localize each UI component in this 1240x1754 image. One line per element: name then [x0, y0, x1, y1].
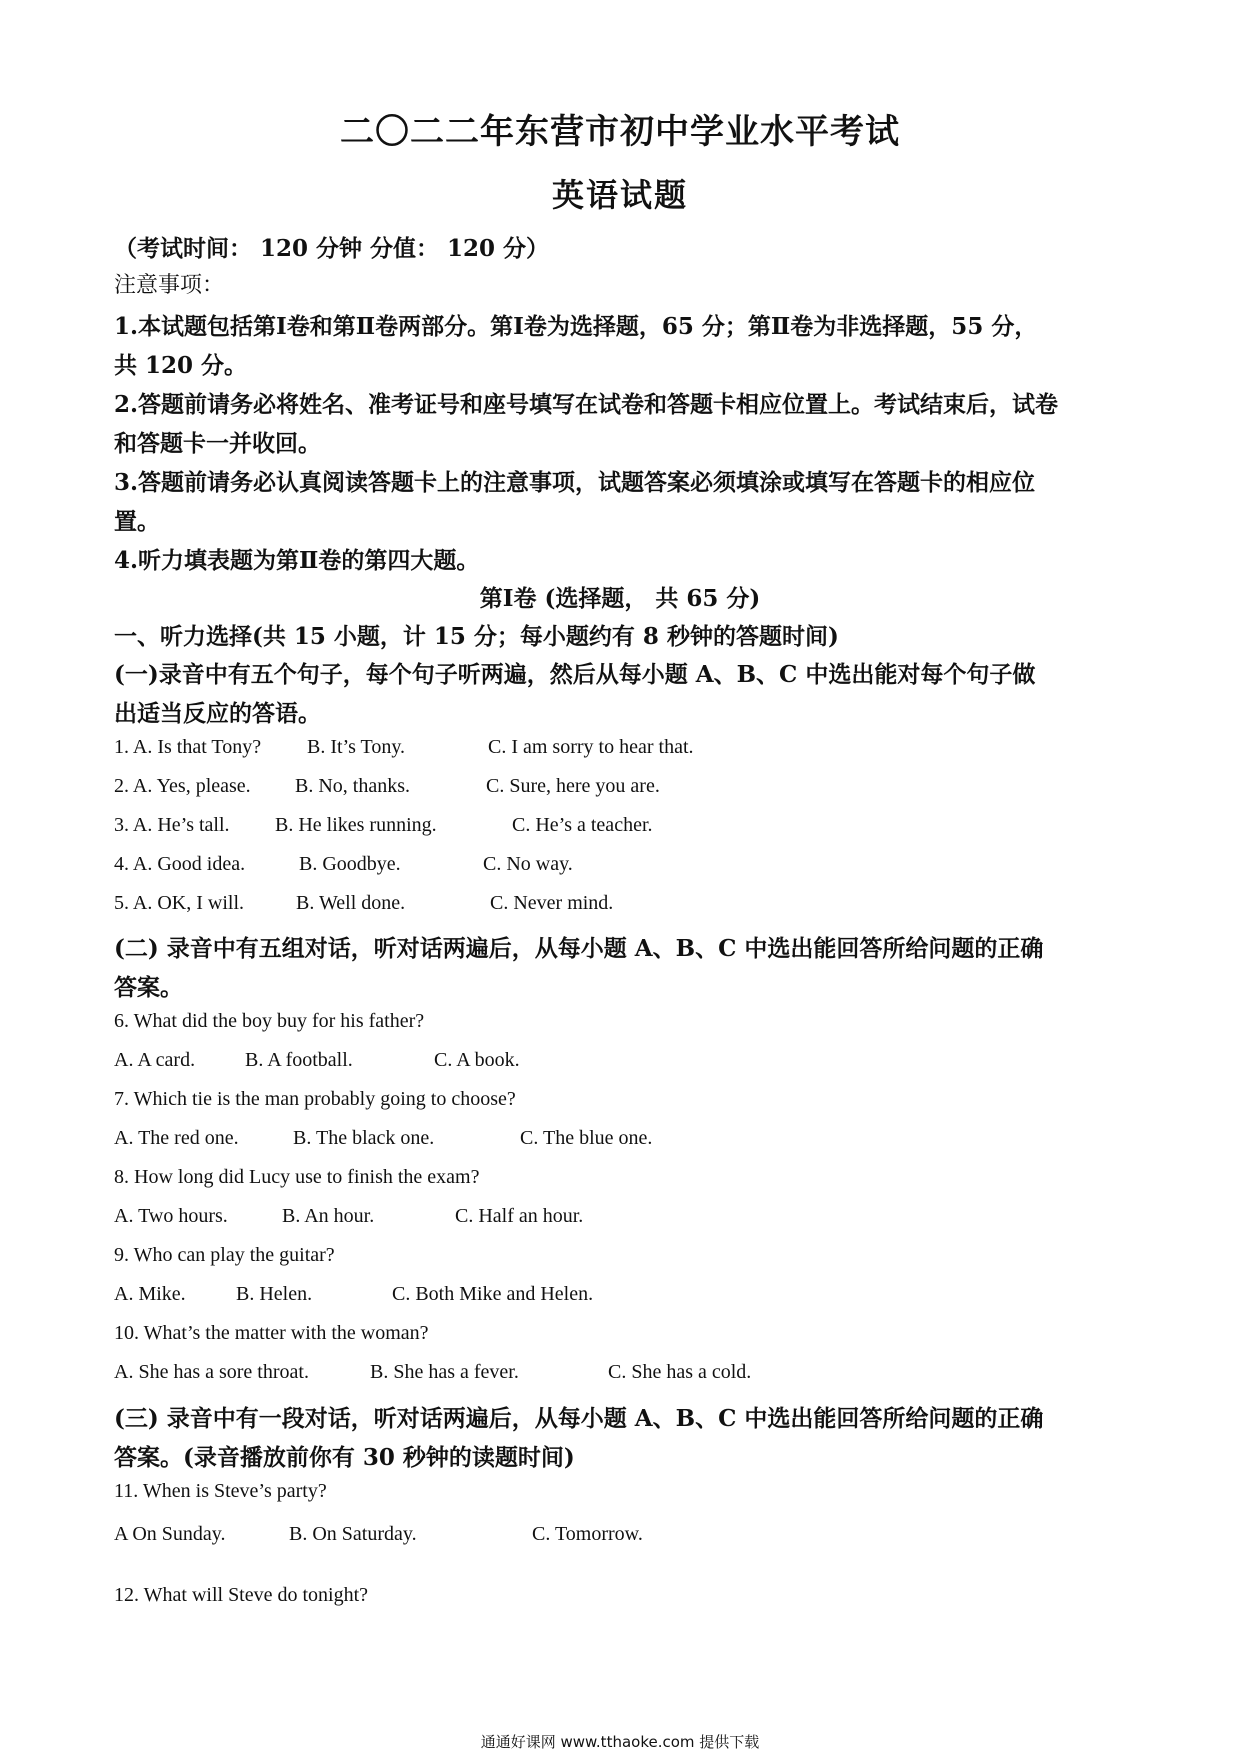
- q8-option-b: B. An hour.: [282, 1205, 375, 1227]
- q4-option-c: C. No way.: [483, 853, 573, 875]
- q8-option-a: A. Two hours.: [114, 1205, 228, 1227]
- q2-option-a: 2. A. Yes, please.: [114, 775, 251, 797]
- q2-option-b: B. No, thanks.: [295, 775, 410, 797]
- q7-option-c: C. The blue one.: [520, 1127, 653, 1149]
- q9-option-a: A. Mike.: [114, 1283, 186, 1305]
- note-1-line-2: 共 120 分。: [114, 352, 248, 379]
- q8-option-c: C. Half an hour.: [455, 1205, 584, 1227]
- note-4: 4.听力填表题为第Ⅱ卷的第四大题。: [114, 547, 480, 574]
- q11-option-c: C. Tomorrow.: [532, 1523, 643, 1545]
- exam-title: 二〇二二年东营市初中学业水平考试: [340, 112, 900, 152]
- q10-option-b: B. She has a fever.: [370, 1361, 519, 1383]
- notes-heading: 注意事项：: [114, 273, 225, 298]
- part1-heading: 第Ⅰ卷 (选择题， 共 65 分): [479, 585, 761, 612]
- q6-option-a: A. A card.: [114, 1049, 196, 1071]
- note-1-line-1: 1.本试题包括第Ⅰ卷和第Ⅱ卷两部分。第Ⅰ卷为选择题，65 分；第Ⅱ卷为非选择题，55 分，: [114, 313, 1038, 340]
- q3-option-c: C. He’s a teacher.: [512, 814, 653, 836]
- q1-option-b: B. It’s Tony.: [307, 736, 406, 758]
- question-9-text: 9. Who can play the guitar?: [114, 1244, 335, 1266]
- q7-option-a: A. The red one.: [114, 1127, 239, 1149]
- q7-option-b: B. The black one.: [293, 1127, 435, 1149]
- q3-option-a: 3. A. He’s tall.: [114, 814, 230, 836]
- q2-option-c: C. Sure, here you are.: [486, 775, 660, 797]
- q4-option-a: 4. A. Good idea.: [114, 853, 246, 875]
- q6-option-b: B. A football.: [245, 1049, 353, 1071]
- question-6-text: 6. What did the boy buy for his father?: [114, 1010, 425, 1032]
- sub1-instruction-line-2: 出适当反应的答语。: [114, 700, 321, 727]
- note-3-line-1: 3.答题前请务必认真阅读答题卡上的注意事项，试题答案必须填涂或填写在答题卡的相应位: [114, 469, 1036, 496]
- q11-option-b: B. On Saturday.: [289, 1523, 417, 1545]
- footer-watermark-text: 通通好课网 www.tthaoke.com 提供下载: [480, 1733, 760, 1751]
- q5-option-b: B. Well done.: [296, 892, 406, 914]
- sub2-instruction-line-1: (二) 录音中有五组对话，听对话两遍后，从每小题 A、B、C 中选出能回答所给问题的正确: [114, 935, 1044, 962]
- q1-option-a: 1. A. Is that Tony?: [114, 736, 262, 758]
- q10-option-a: A. She has a sore throat.: [114, 1361, 309, 1383]
- sub3-instruction-line-1: (三) 录音中有一段对话，听对话两遍后，从每小题 A、B、C 中选出能回答所给问题的正确: [114, 1405, 1044, 1432]
- sub2-instruction-line-2: 答案。: [114, 974, 183, 1001]
- q4-option-b: B. Goodbye.: [299, 853, 401, 875]
- q5-option-a: 5. A. OK, I will.: [114, 892, 244, 914]
- note-2-line-1: 2.答题前请务必将姓名、准考证号和座号填写在试卷和答题卡相应位置上。考试结束后，试卷: [114, 391, 1059, 418]
- note-2-line-2: 和答题卡一并收回。: [114, 430, 321, 457]
- q5-option-c: C. Never mind.: [490, 892, 614, 914]
- q9-option-c: C. Both Mike and Helen.: [392, 1283, 594, 1305]
- q11-option-a: A On Sunday.: [114, 1523, 226, 1545]
- q1-option-c: C. I am sorry to hear that.: [488, 736, 694, 758]
- sub3-instruction-line-2: 答案。(录音播放前你有 30 秒钟的读题时间): [114, 1444, 575, 1471]
- question-11-text: 11. When is Steve’s party?: [114, 1480, 327, 1502]
- q3-option-b: B. He likes running.: [275, 814, 437, 836]
- exam-subject: 英语试题: [551, 176, 688, 214]
- question-10-text: 10. What’s the matter with the woman?: [114, 1322, 429, 1344]
- question-8-text: 8. How long did Lucy use to finish the exam?: [114, 1166, 480, 1188]
- question-12-text: 12. What will Steve do tonight?: [114, 1584, 369, 1606]
- exam-info: （考试时间： 120 分钟 分值： 120 分）: [114, 235, 550, 262]
- q9-option-b: B. Helen.: [236, 1283, 313, 1305]
- question-7-text: 7. Which tie is the man probably going to choose?: [114, 1088, 516, 1110]
- sub1-instruction-line-1: (一)录音中有五个句子，每个句子听两遍，然后从每小题 A、B、C 中选出能对每个句子做: [114, 661, 1036, 688]
- section1-heading: 一、听力选择(共 15 小题，计 15 分；每小题约有 8 秒钟的答题时间): [114, 623, 839, 650]
- q6-option-c: C. A book.: [434, 1049, 520, 1071]
- note-3-line-2: 置。: [114, 508, 160, 535]
- q10-option-c: C. She has a cold.: [608, 1361, 752, 1383]
